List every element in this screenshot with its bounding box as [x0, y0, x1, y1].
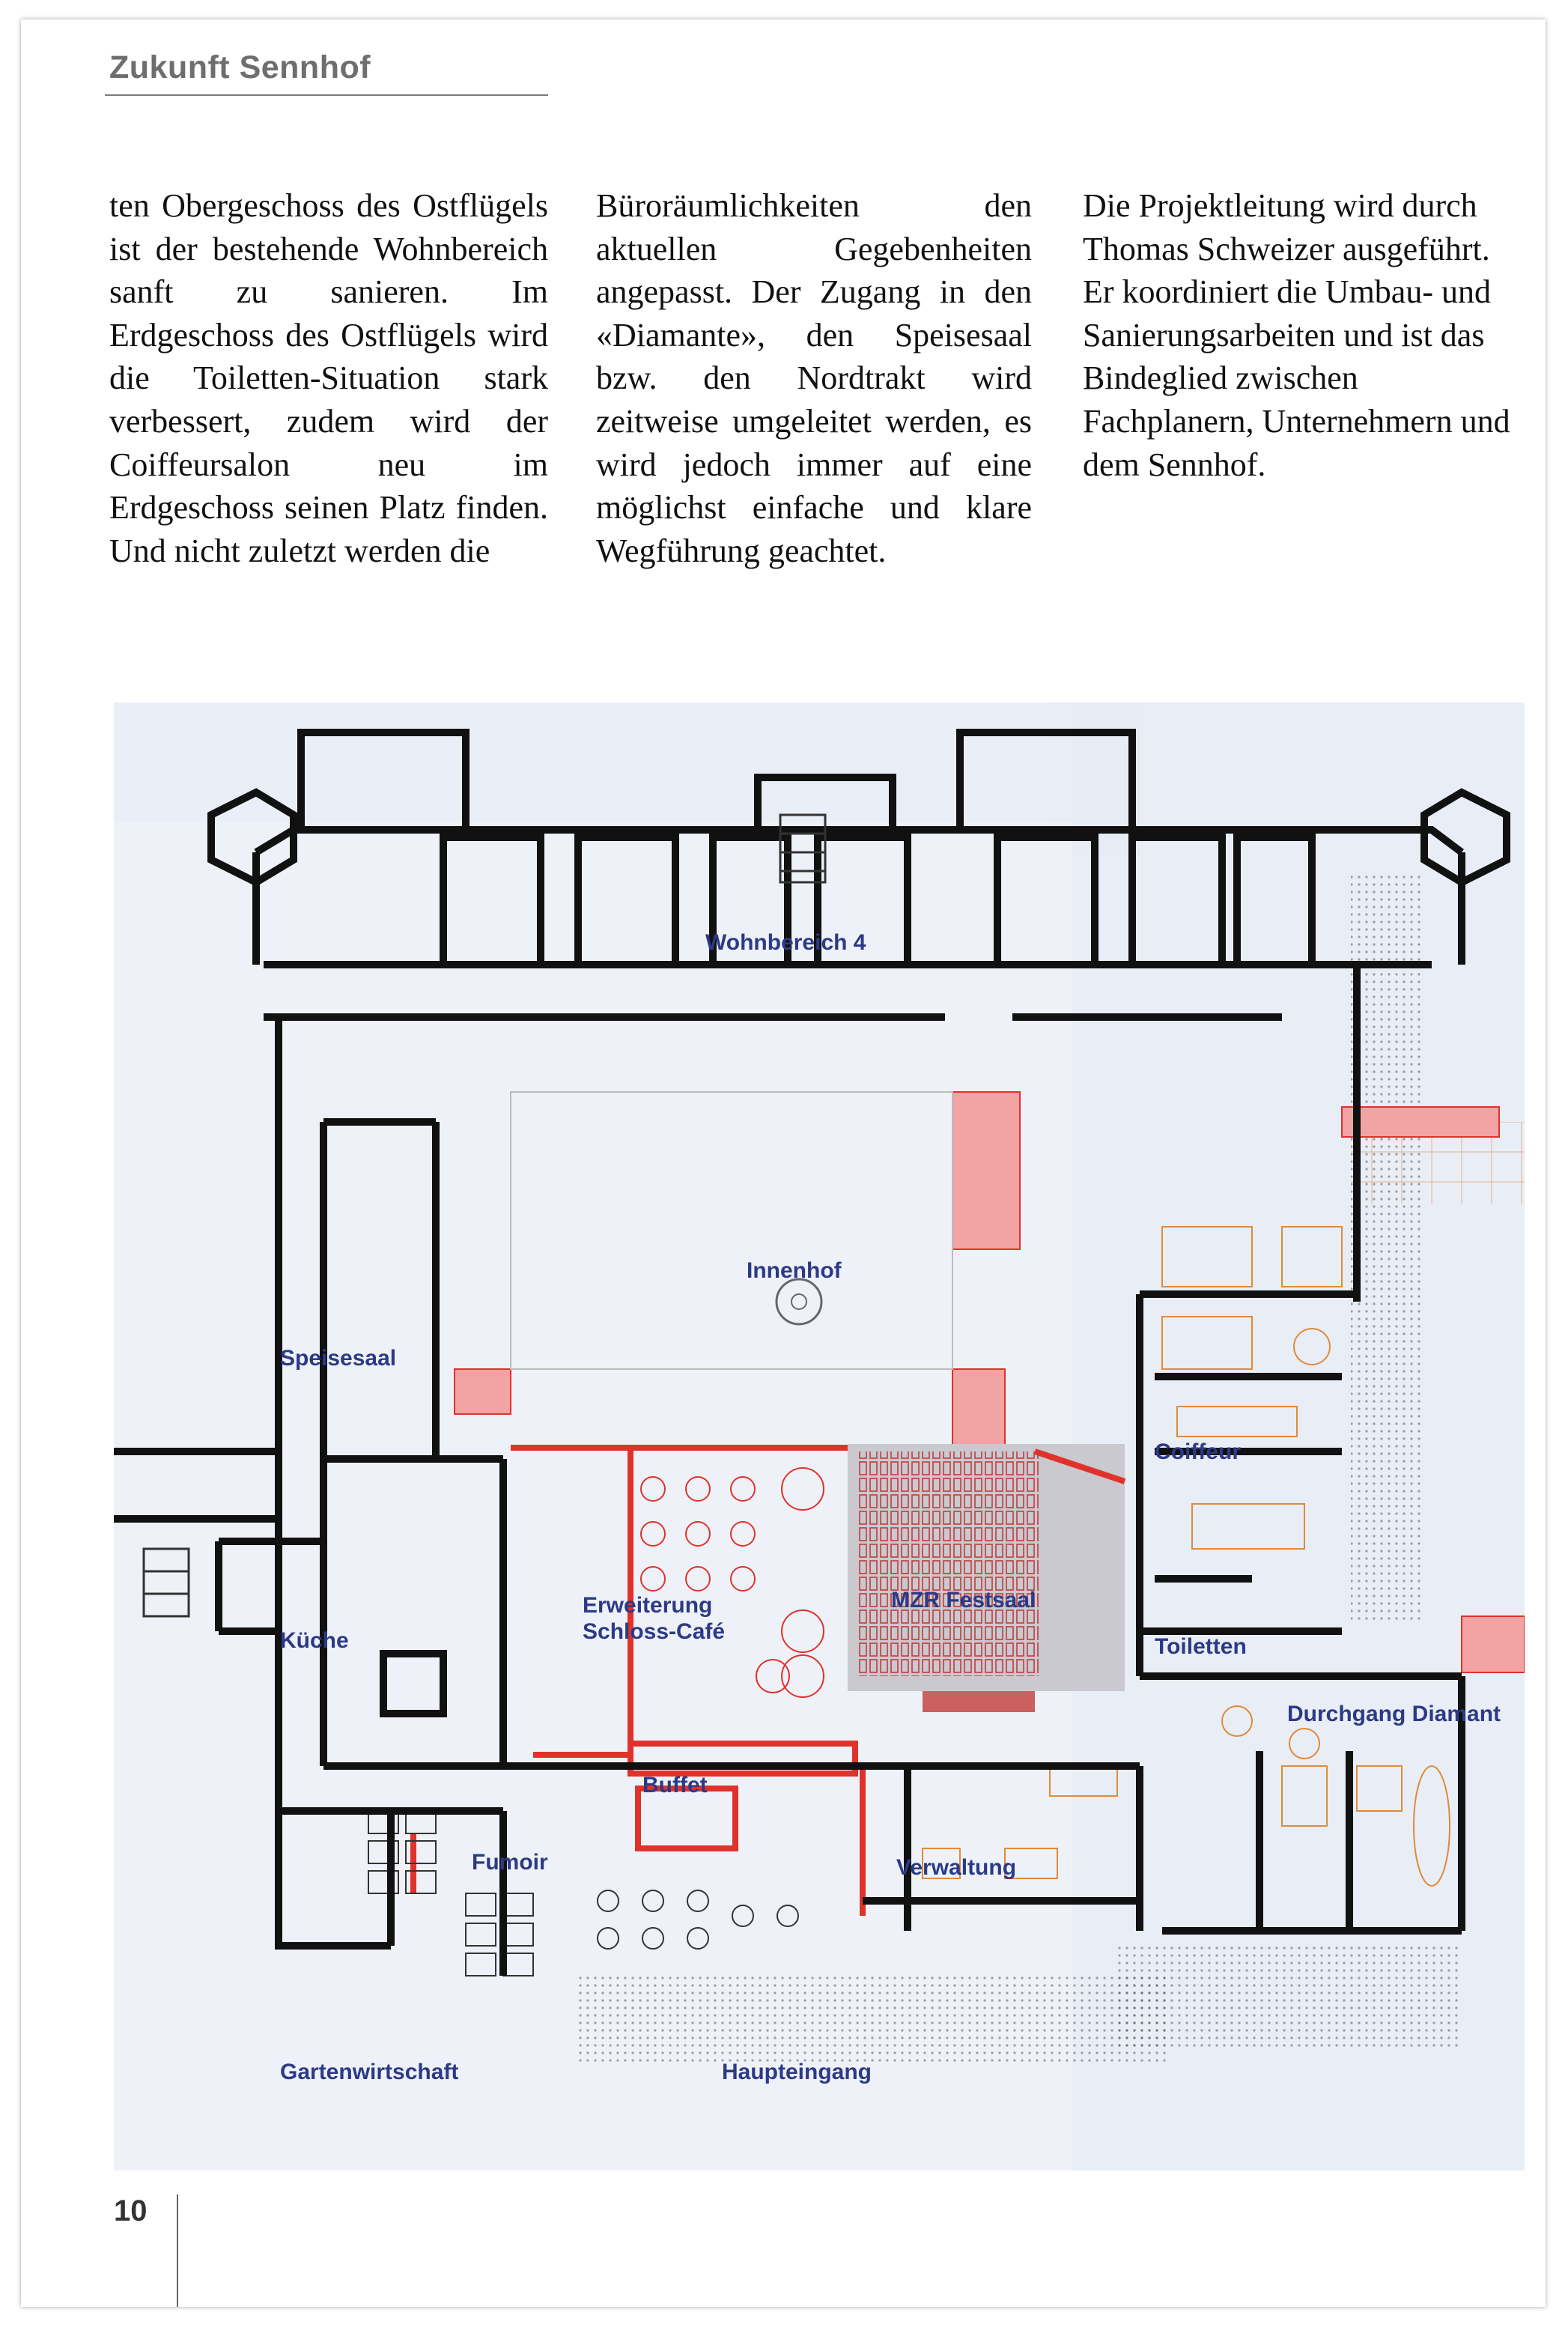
- label-innenhof: Innenhof: [747, 1258, 842, 1283]
- column-3-text: Die Projektleitung wird durch Thomas Schweizer ausgeführt. Er koordiniert die Umbau- und Sanierungsarbeiten und ist das Bindeglied zwischen Fachplanern, Unternehmern und dem Sennhof.: [1083, 187, 1510, 483]
- label-wohnbereich: Wohnbereich 4: [705, 930, 866, 955]
- page-number: 10: [114, 2194, 148, 2227]
- label-buffet: Buffet: [642, 1773, 708, 1797]
- footer-rule: [177, 2194, 178, 2307]
- label-kueche: Küche: [280, 1628, 349, 1653]
- east-pavement: [1117, 1946, 1462, 2051]
- label-speisesaal: Speisesaal: [280, 1346, 397, 1371]
- label-toiletten: Toiletten: [1155, 1634, 1247, 1659]
- text-column-1: [109, 184, 548, 572]
- header-rule: [105, 94, 548, 96]
- label-mzr-festsaal: MZR Festsaal: [891, 1588, 1036, 1613]
- label-gartenwirtschaft: Gartenwirtschaft: [280, 2060, 459, 2084]
- floor-plan: [114, 703, 1525, 2170]
- label-erweiterung-1: Erweiterung: [583, 1593, 713, 1618]
- festsaal-seating: [859, 1451, 1039, 1676]
- text-column-2: [596, 184, 1032, 572]
- section-header: Zukunft Sennhof: [109, 49, 371, 85]
- label-erweiterung-2: Schloss-Café: [583, 1619, 726, 1644]
- label-haupteingang: Haupteingang: [722, 2060, 872, 2084]
- column-2-text: Büroräumlichkeiten den aktuellen Gegebenheiten angepasst. Der Zugang in den «Diamante», den Speisesaal bzw. den Nordtrakt wird zeitweise umgeleitet werden, es wird jedoch immer auf eine möglichst einfache und klare Wegführung geachtet.: [596, 187, 1032, 569]
- label-verwaltung: Verwaltung: [896, 1855, 1017, 1880]
- label-fumoir: Fumoir: [472, 1850, 548, 1875]
- label-durchgang-diamant: Durchgang Diamant: [1287, 1702, 1501, 1726]
- haupteingang-pavement: [578, 1976, 1170, 2066]
- label-coiffeur: Coiffeur: [1155, 1439, 1241, 1464]
- east-walkway: [1351, 875, 1423, 1624]
- column-1-text: ten Obergeschoss des Ostflügels ist der bestehende Wohnbereich sanft zu sanieren. Im Erdgeschoss des Ostflügels wird die Toiletten-Situation stark verbessert, zudem wird der Coiffeursalon neu im Erdgeschoss seinen Platz finden. Und nicht zuletzt werden die: [109, 187, 548, 569]
- text-column-3: [1083, 184, 1522, 486]
